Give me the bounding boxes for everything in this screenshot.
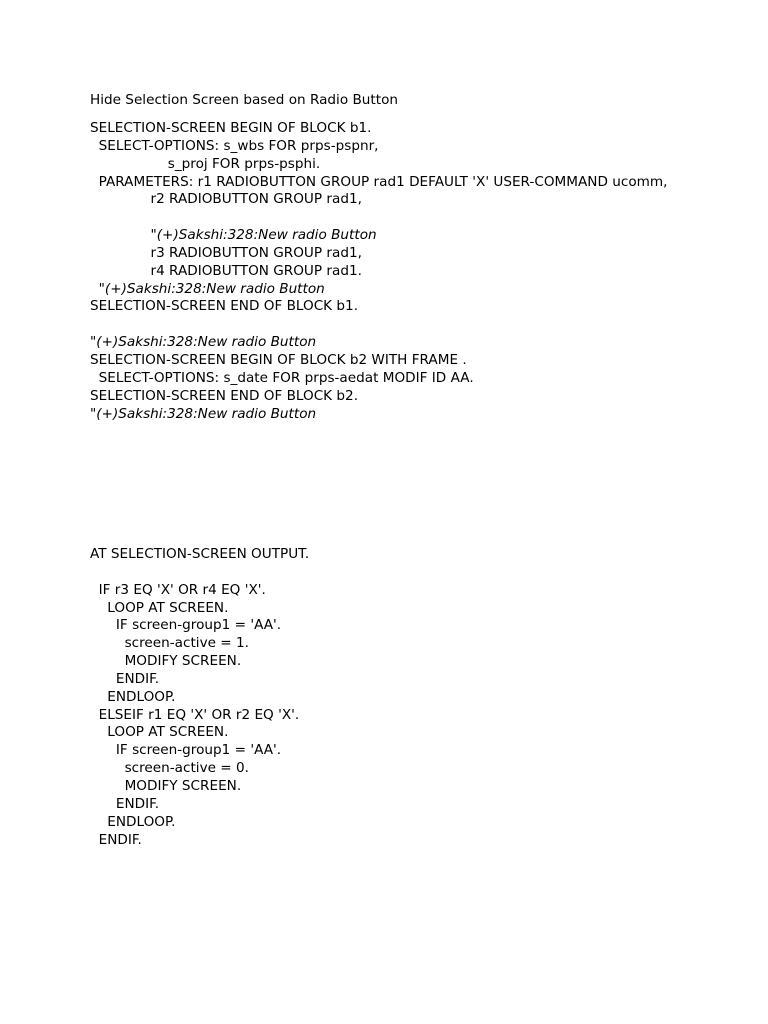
code-line: IF screen-group1 = 'AA'.: [90, 742, 282, 759]
code-comment-line: "(+)Sakshi:328:New radio Button: [90, 334, 317, 351]
code-line: ENDIF.: [90, 670, 160, 687]
code-block-output-event: [90, 546, 309, 849]
code-line: SELECTION-SCREEN BEGIN OF BLOCK b1.: [90, 120, 372, 136]
code-line: ENDLOOP.: [90, 813, 176, 830]
code-line: SELECTION-SCREEN END OF BLOCK b1.: [90, 298, 359, 315]
document-title: Hide Selection Screen based on Radio Button: [90, 92, 398, 108]
code-comment-line: "(+)Sakshi:328:New radio Button: [90, 227, 377, 244]
code-line: LOOP AT SCREEN.: [90, 599, 229, 616]
code-line: r3 RADIOBUTTON GROUP rad1,: [90, 244, 362, 261]
code-line: LOOP AT SCREEN.: [90, 724, 229, 741]
code-block-declarations: [90, 120, 667, 423]
code-line: ENDLOOP.: [90, 688, 176, 705]
code-line: IF r3 EQ 'X' OR r4 EQ 'X'.: [90, 581, 266, 598]
code-line: ELSEIF r1 EQ 'X' OR r2 EQ 'X'.: [90, 706, 300, 723]
code-line: ENDIF.: [90, 831, 142, 848]
code-line: IF screen-group1 = 'AA'.: [90, 617, 282, 634]
blank-line: [90, 209, 667, 227]
code-line: s_proj FOR prps-psphi.: [90, 155, 321, 172]
blank-line: [90, 564, 309, 582]
code-line: SELECT-OPTIONS: s_wbs FOR prps-pspnr,: [90, 137, 379, 154]
code-line: PARAMETERS: r1 RADIOBUTTON GROUP rad1 DEFAULT 'X' USER-COMMAND ucomm,: [90, 173, 668, 190]
code-line: r2 RADIOBUTTON GROUP rad1,: [90, 191, 362, 208]
code-line: SELECTION-SCREEN BEGIN OF BLOCK b2 WITH FRAME .: [90, 351, 467, 368]
code-line: SELECT-OPTIONS: s_date FOR prps-aedat MODIF ID AA.: [90, 369, 474, 386]
code-line: MODIFY SCREEN.: [90, 653, 242, 670]
code-line: SELECTION-SCREEN END OF BLOCK b2.: [90, 387, 359, 404]
blank-line: [90, 316, 667, 334]
code-line: screen-active = 0.: [90, 760, 249, 777]
code-line: ENDIF.: [90, 795, 160, 812]
code-comment-line: "(+)Sakshi:328:New radio Button: [90, 280, 325, 297]
code-line: MODIFY SCREEN.: [90, 777, 242, 794]
code-comment-line: "(+)Sakshi:328:New radio Button: [90, 405, 317, 422]
code-line: AT SELECTION-SCREEN OUTPUT.: [90, 546, 310, 562]
code-line: screen-active = 1.: [90, 635, 249, 652]
code-line: r4 RADIOBUTTON GROUP rad1.: [90, 262, 362, 279]
